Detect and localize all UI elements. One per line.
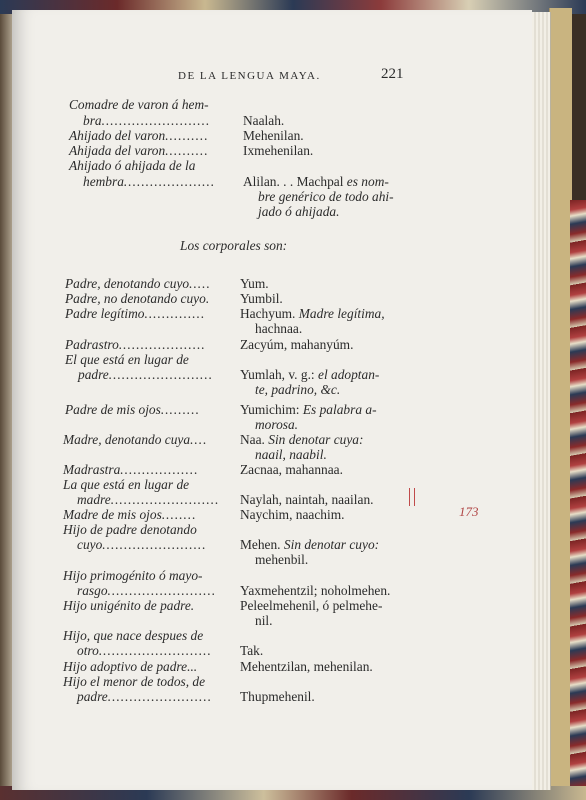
entry-term: Padre de mis ojos......... xyxy=(65,402,200,417)
entry-maya: Naa. Sin denotar cuya: xyxy=(240,432,364,447)
running-header: DE LA LENGUA MAYA. xyxy=(178,70,321,82)
margin-mark xyxy=(409,488,415,506)
entry-maya: Tak. xyxy=(240,643,264,658)
entry-note: jado ó ahijada. xyxy=(258,204,340,219)
margin-note: 173 xyxy=(459,504,479,519)
entry-maya: Zacyúm, mahanyúm. xyxy=(240,337,354,352)
entry-term: madre......................... xyxy=(77,492,220,507)
entry-maya: Peleelmehenil, ó pelmehe- xyxy=(240,598,383,613)
entry-maya: Yaxmehentzil; noholmehen. xyxy=(240,583,391,598)
entry-maya: Mehenilan. xyxy=(243,128,304,143)
entry-maya: Naychim, naachim. xyxy=(240,507,345,522)
entry-term: otro.......................... xyxy=(77,643,212,658)
entry-note: naail, naabil. xyxy=(255,447,327,462)
entry-term: cuyo........................ xyxy=(77,537,207,552)
entry-maya: Yum. xyxy=(240,276,269,291)
entry-note: mehenbil. xyxy=(255,552,309,567)
entry-term: Hijo el menor de todos, de xyxy=(63,674,206,689)
entry-maya: Hachyum. Madre legítima, xyxy=(240,306,385,321)
entry-maya: Ixmehenilan. xyxy=(243,143,314,158)
entry-maya: Naylah, naintah, naailan. xyxy=(240,492,374,507)
entry-term: padre........................ xyxy=(77,689,213,704)
entry-maya: Thupmehenil. xyxy=(240,689,315,704)
entry-maya: Mehentzilan, mehenilan. xyxy=(240,659,373,674)
entry-term: Hijo, que nace despues de xyxy=(63,628,204,643)
entry-note: hachnaa. xyxy=(255,321,303,336)
section-subheading: Los corporales son: xyxy=(180,238,288,253)
entry-term: Hijo primogénito ó mayo- xyxy=(63,568,203,583)
entry-term: bra......................... xyxy=(83,113,211,128)
entry-term: rasgo......................... xyxy=(77,583,217,598)
entry-maya: Alilan. . . Machpal es nom- xyxy=(243,174,389,189)
entry-term: Madrastra.................. xyxy=(63,462,199,477)
entry-term: Hijo adoptivo de padre... xyxy=(63,659,198,674)
entry-maya: Yumichim: Es palabra a- xyxy=(240,402,377,417)
entry-term: Padre, denotando cuyo..... xyxy=(65,276,211,291)
entry-note: nil. xyxy=(255,613,273,628)
entry-term: Ahijado del varon.......... xyxy=(69,128,209,143)
entry-term: Ahijada del varon.......... xyxy=(69,143,209,158)
entry-term: Padre, no denotando cuyo. xyxy=(65,291,211,306)
entry-term: Madre, denotando cuya.... xyxy=(63,432,208,447)
entry-note: bre genérico de todo ahi- xyxy=(258,189,394,204)
entry-note: te, padrino, &c. xyxy=(255,382,341,397)
entry-maya: Yumlah, v. g.: el adoptan- xyxy=(240,367,380,382)
entry-term: Comadre de varon á hem- xyxy=(69,97,209,112)
entry-term: hembra..................... xyxy=(83,174,216,189)
page-number: 221 xyxy=(381,66,404,82)
entry-maya: Mehen. Sin denotar cuyo: xyxy=(240,537,380,552)
entry-term: La que está en lugar de xyxy=(63,477,190,492)
entry-note: morosa. xyxy=(255,417,299,432)
entry-term: Hijo unigénito de padre. xyxy=(63,598,195,613)
entry-term: Padrastro.................... xyxy=(65,337,206,352)
entry-term: Padre legítimo.............. xyxy=(65,306,206,321)
entry-maya: Yumbil. xyxy=(240,291,283,306)
entry-term: padre........................ xyxy=(78,367,214,382)
entry-term: El que está en lugar de xyxy=(65,352,189,367)
entry-maya: Naalah. xyxy=(243,113,285,128)
entry-term: Madre de mis ojos........ xyxy=(63,507,197,522)
entry-maya: Zacnaa, mahannaa. xyxy=(240,462,343,477)
entry-term: Hijo de padre denotando xyxy=(63,522,197,537)
entry-term: Ahijado ó ahijada de la xyxy=(69,158,196,173)
